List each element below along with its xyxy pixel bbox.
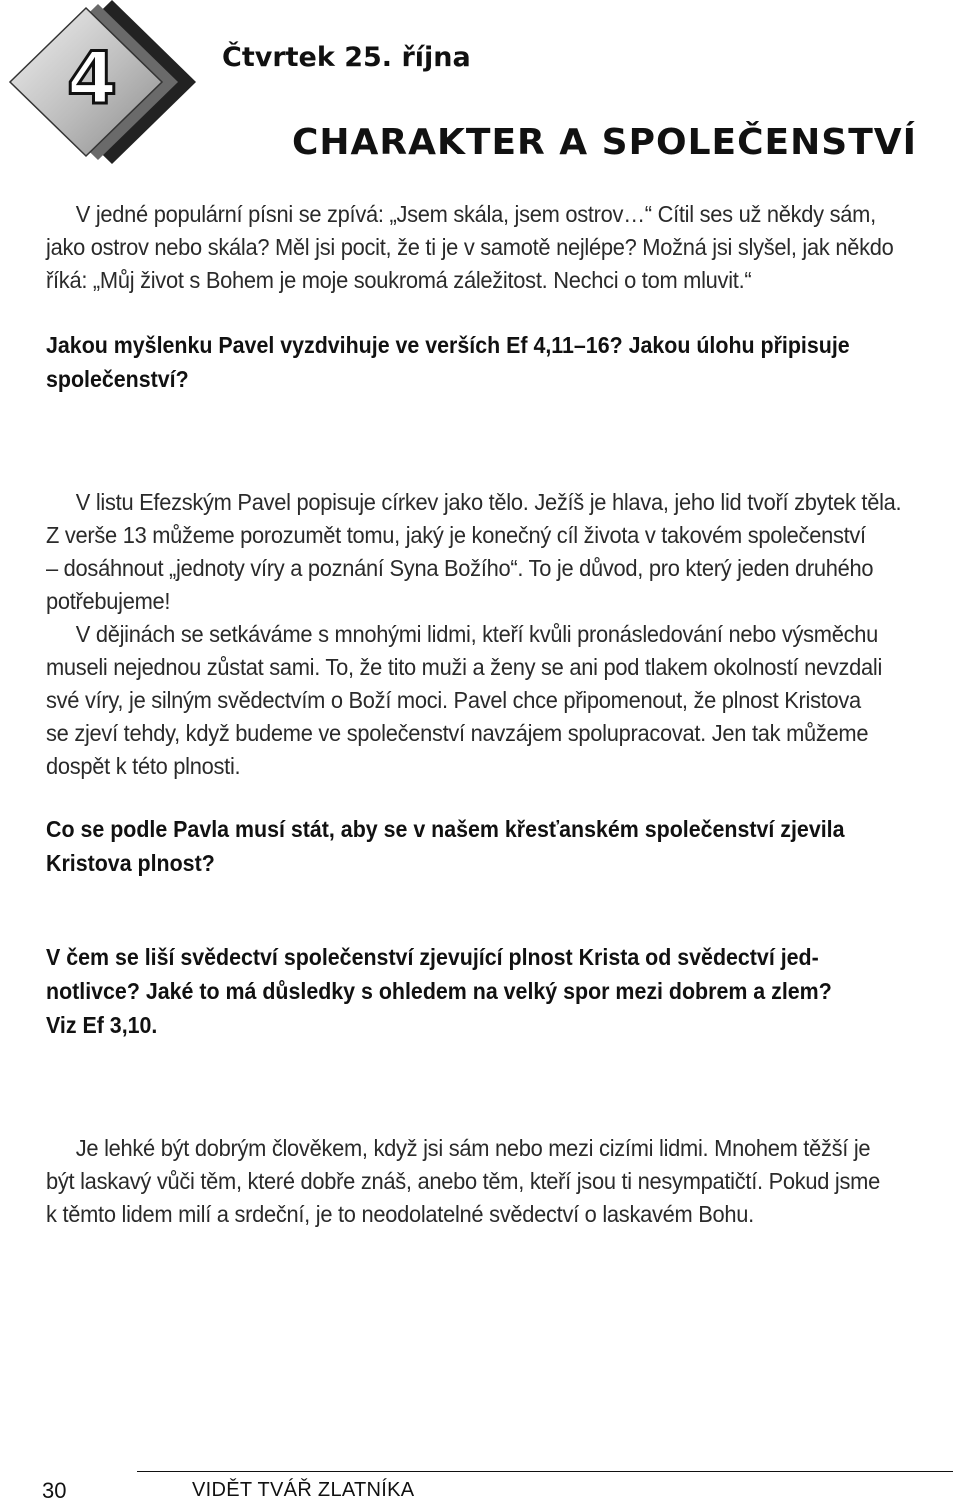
day-badge	[0, 0, 200, 170]
conclusion-line: k těmto lidem milí a srdeční, je to neodolatelné svědectví o laskavém Bohu.	[46, 1201, 754, 1227]
commentary-line: – dosáhnout „jednoty víry a poznání Syna Božího“. To je důvod, pro který jeden druhého	[46, 555, 874, 581]
commentary-line: museli nejednou zůstat sami. To, že tito muži a ženy se ani pod tlakem okolností nevzdali	[46, 654, 883, 680]
intro-line: V jedné populární písni se zpívá: „Jsem skála, jsem ostrov…“ Cítil ses už někdy sám,	[75, 201, 876, 227]
date-heading: Čtvrtek 25. října	[222, 42, 471, 73]
page-number: 30	[42, 1478, 67, 1503]
question-3	[46, 940, 957, 1042]
intro-line: říká: „Můj život s Bohem je moje soukromá záležitost. Nechci o tom mluvit.“	[46, 267, 752, 293]
commentary-line: se zjeví tehdy, když budeme ve společenství navzájem spolupracovat. Jen tak můžeme	[46, 720, 869, 746]
day-number: 4	[66, 36, 118, 120]
question-1	[46, 328, 957, 396]
page-title: CHARAKTER A SPOLEČENSTVÍ	[292, 122, 918, 163]
book-title: VIDĚT TVÁŘ ZLATNÍKA	[192, 1479, 415, 1501]
question-line: Jakou myšlenku Pavel vyzdvihuje ve verších Ef 4,11–16? Jakou úlohu připisuje	[46, 332, 850, 358]
commentary-line: potřebujeme!	[46, 588, 171, 614]
question-line: Kristova plnost?	[46, 850, 215, 876]
question-line: společenství?	[46, 366, 189, 392]
question-2	[46, 812, 957, 880]
question-line: notlivce? Jaké to má důsledky s ohledem na velký spor mezi dobrem a zlem?	[46, 978, 832, 1004]
commentary-line: své víry, je silným svědectvím o Boží moci. Pavel chce připomenout, že plnost Kristova	[46, 687, 861, 713]
conclusion-line: Je lehké být dobrým člověkem, když jsi sám nebo mezi cizími lidmi. Mnohem těžší je	[75, 1135, 871, 1161]
question-line: V čem se liší svědectví společenství zjevující plnost Krista od svědectví jed-	[46, 944, 819, 970]
commentary-line: V listu Efezským Pavel popisuje církev jako tělo. Ježíš je hlava, jeho lid tvoří zbytek těla.	[75, 489, 902, 515]
conclusion-line: být laskavý vůči těm, které dobře znáš, anebo těm, kteří jsou ti nesympatičtí. Pokud jsme	[46, 1168, 880, 1194]
commentary-line: V dějinách se setkáváme s mnohými lidmi, kteří kvůli pronásledování nebo výsměchu	[75, 621, 878, 647]
commentary-line: Z verše 13 můžeme porozumět tomu, jaký je konečný cíl života v takovém společenství	[46, 522, 866, 548]
commentary-line: dospět k této plnosti.	[46, 753, 241, 779]
footer-divider	[137, 1471, 953, 1472]
intro-paragraph	[46, 198, 957, 297]
intro-line: jako ostrov nebo skála? Měl jsi pocit, že ti je v samotě nejlépe? Možná jsi slyšel, jak někdo	[46, 234, 894, 260]
question-line: Viz Ef 3,10.	[46, 1012, 158, 1038]
conclusion-paragraph	[46, 1132, 957, 1231]
commentary-paragraph	[46, 486, 957, 783]
question-line: Co se podle Pavla musí stát, aby se v našem křesťanském společenství zjevila	[46, 816, 845, 842]
